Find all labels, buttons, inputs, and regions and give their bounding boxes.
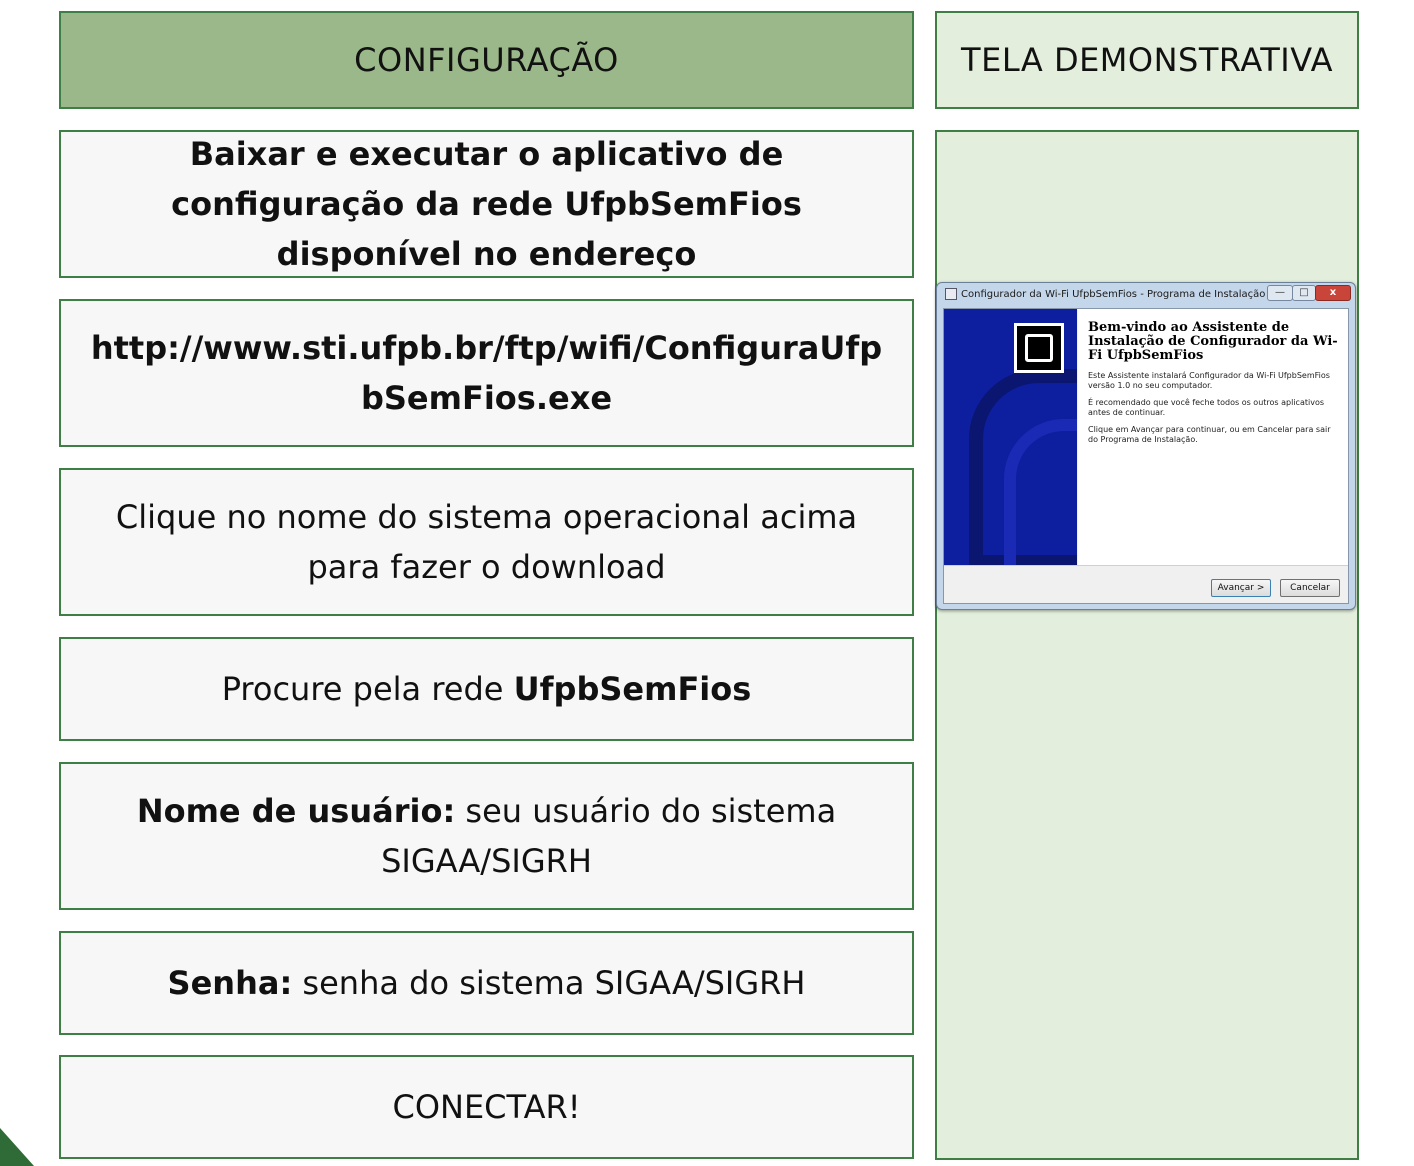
cancel-button[interactable]: Cancelar [1280,579,1340,597]
next-button[interactable]: Avançar > [1211,579,1271,597]
connect-text: CONECTAR! [392,1088,581,1126]
installer-content [1078,309,1348,565]
installer-logo-icon [1014,323,1064,373]
close-button[interactable]: x [1315,285,1351,301]
installer-window [936,282,1356,610]
tela-demonstrativa-header [935,11,1359,109]
step-search-network [59,637,914,741]
installer-window-title: Configurador da Wi-Fi UfpbSemFios - Programa de Instalação [961,289,1266,300]
configuracao-header-label: CONFIGURAÇÃO [354,41,619,79]
installer-footer [944,565,1348,603]
installer-app-icon [945,288,957,300]
step-password [59,931,914,1035]
maximize-button[interactable]: □ [1292,285,1316,301]
password-label: Senha: [167,964,293,1002]
step-click-os-text: Clique no nome do sistema operacional acima para fazer o download [115,498,858,586]
download-url-link[interactable]: http://www.sti.ufpb.br/ftp/wifi/ConfiguraUfpbSemFios.exe [90,329,883,417]
step-url[interactable] [59,299,914,447]
username-description: seu usuário do sistema SIGAA/SIGRH [381,792,837,880]
corner-decoration [0,1128,34,1166]
step-download-text: Baixar e executar o aplicativo de configuração da rede UfpbSemFios disponível no endereço [171,135,802,273]
installer-paragraph-1: Este Assistente instalará Configurador da Wi-Fi UfpbSemFios versão 1.0 no seu computador. [1088,371,1330,390]
step-download [59,130,914,278]
minimize-button[interactable]: — [1267,285,1293,301]
step-username [59,762,914,910]
installer-paragraph-2: É recomendado que você feche todos os outros aplicativos antes de continuar. [1088,398,1325,417]
username-label: Nome de usuário: [136,792,456,830]
installer-paragraph-3: Clique em Avançar para continuar, ou em Cancelar para sair do Programa de Instalação. [1088,425,1331,444]
installer-titlebar [937,283,1355,307]
configuracao-header [59,11,914,109]
password-description: senha do sistema SIGAA/SIGRH [292,964,806,1002]
step-connect [59,1055,914,1159]
installer-client-area [943,308,1349,604]
installer-logo-inner [1025,334,1053,362]
step-username-text [83,786,890,886]
search-prefix: Procure pela rede [221,670,514,708]
step-click-os [59,468,914,616]
step-search-network-text [222,664,752,714]
installer-sidebar [944,309,1077,565]
installer-heading: Bem-vindo ao Assistente de Instalação de Configurador da Wi-Fi UfpbSemFios [1088,320,1338,363]
tela-demonstrativa-header-label: TELA DEMONSTRATIVA [961,41,1333,79]
network-name: UfpbSemFios [513,670,752,708]
step-password-text [168,958,806,1008]
